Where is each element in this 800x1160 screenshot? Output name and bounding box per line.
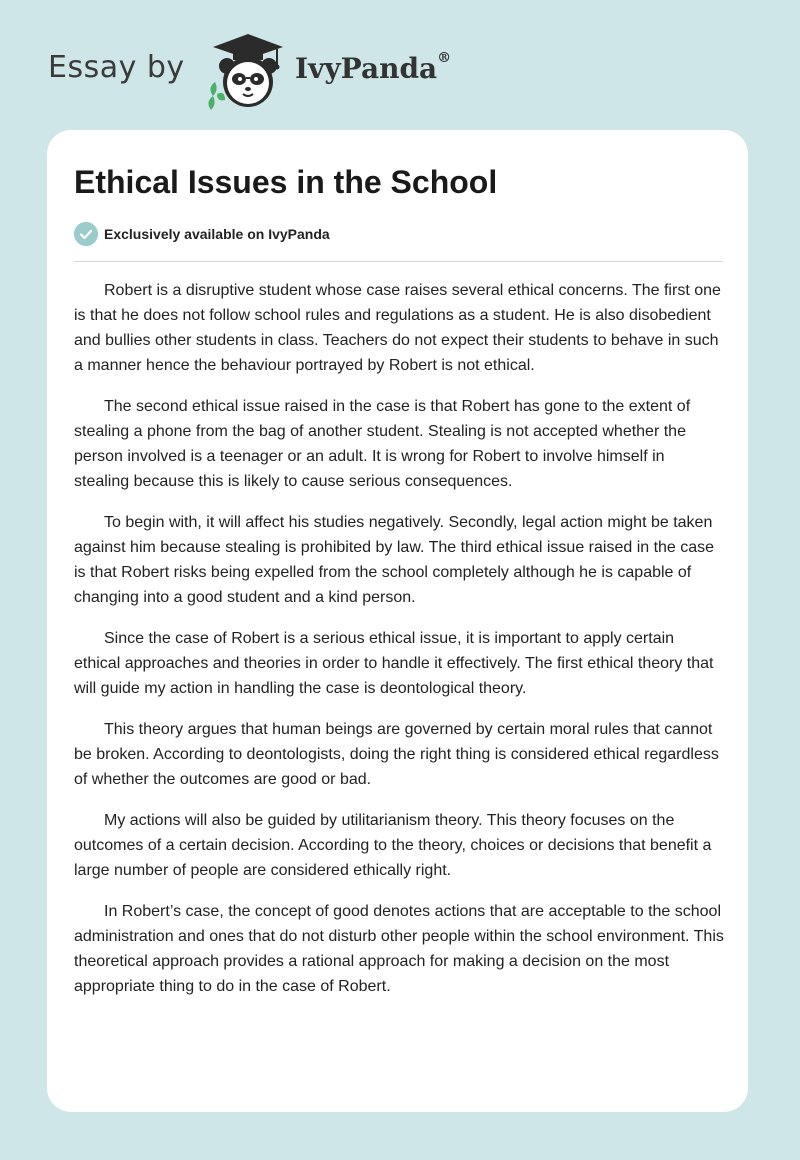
exclusive-badge-text: Exclusively available on IvyPanda bbox=[104, 226, 330, 242]
checkmark-icon bbox=[74, 222, 98, 246]
paragraph: Robert is a disruptive student whose case raises several ethical concerns. The first one is that he does not follow school rules and regulations as a student. He is also disobedient and bullies other students in class. Teachers do not expect their students to behave in such a manner hence the behaviour portrayed by Robert is not ethical. bbox=[74, 282, 721, 374]
essay-card bbox=[47, 130, 748, 1112]
paragraph: Since the case of Robert is a serious ethical issue, it is important to apply certain ethical approaches and theories in order to handle it effectively. The first ethical theory that will guide my action in handling the case is deontological theory. bbox=[74, 630, 714, 697]
paragraph: To begin with, it will affect his studies negatively. Secondly, legal action might be taken against him because stealing is prohibited by law. The third ethical issue raised in the case is that Robert risks being expelled from the school completely although he is capable of changing into a good student and a kind person. bbox=[74, 514, 715, 606]
registered-mark: ® bbox=[437, 50, 452, 66]
brand-name[interactable] bbox=[295, 52, 451, 85]
paragraph: The second ethical issue raised in the case is that Robert has gone to the extent of stealing a phone from the bag of another student. Stealing is not accepted whether the person involved is a teenager or an adult. It is wrong for Robert to involve himself in stealing because this is likely to cause serious consequences. bbox=[74, 398, 691, 490]
page-title: Ethical Issues in the School bbox=[74, 164, 498, 200]
ivypanda-logo-icon[interactable] bbox=[203, 30, 293, 110]
paragraph: In Robert’s case, the concept of good denotes actions that are acceptable to the school administration and ones that do not disturb other people within the school environment. This theoretical approach provides a rational approach for making a decision on the most appropriate thing to do in the case of Robert. bbox=[74, 903, 724, 995]
essay-by-label: Essay by bbox=[48, 50, 185, 85]
divider bbox=[74, 261, 723, 262]
exclusive-badge bbox=[74, 222, 330, 246]
paragraph: My actions will also be guided by utilitarianism theory. This theory focuses on the outcomes of a certain decision. According to the theory, choices or decisions that benefit a large number of people are considered ethically right. bbox=[74, 812, 712, 879]
site-header bbox=[48, 30, 528, 110]
essay-body bbox=[74, 278, 724, 1015]
paragraph: This theory argues that human beings are governed by certain moral rules that cannot be broken. According to deontologists, doing the right thing is considered ethical regardless of whether the outcomes are good or bad. bbox=[74, 721, 719, 788]
brand-text: IvyPanda bbox=[295, 52, 438, 85]
